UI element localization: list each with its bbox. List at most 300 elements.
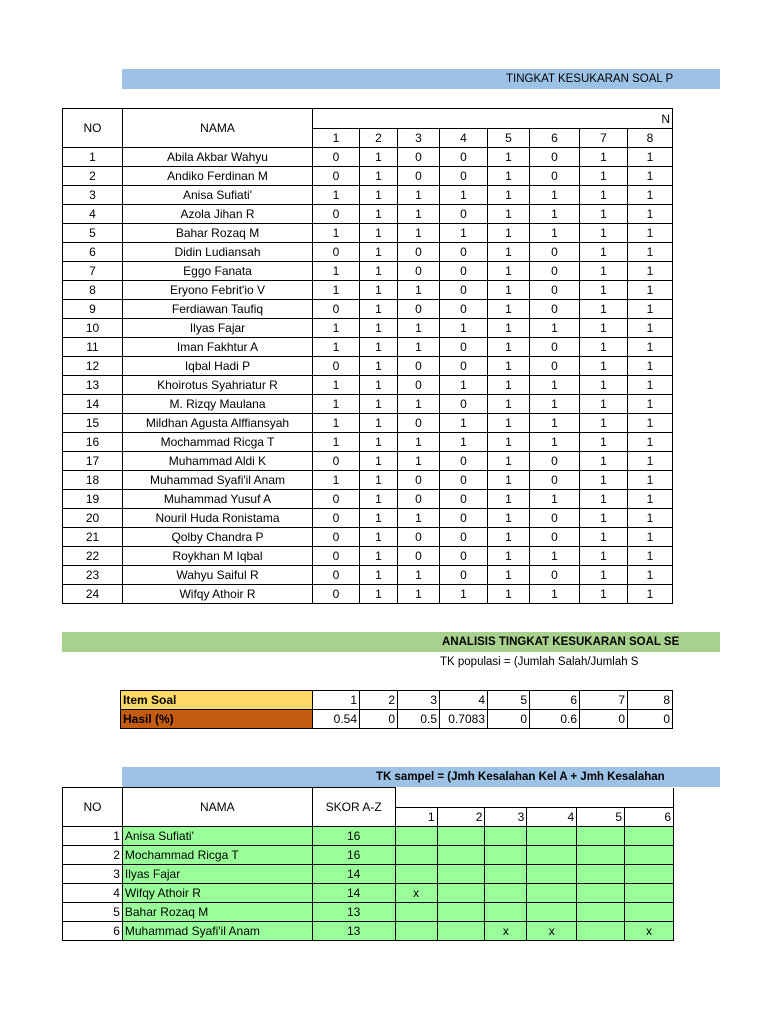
score-cell: 1 — [488, 148, 530, 167]
score-cell: 1 — [530, 376, 580, 395]
score-cell: 0 — [440, 338, 488, 357]
row-nama: Mildhan Agusta Alffiansyah — [123, 414, 313, 433]
score-cell: 1 — [580, 452, 628, 471]
score-cell: 0 — [440, 205, 488, 224]
score-cell: 0 — [398, 547, 440, 566]
score-cell: 1 — [360, 357, 398, 376]
score-cell: 1 — [398, 319, 440, 338]
row-no: 24 — [63, 585, 123, 604]
score-cell: 1 — [580, 471, 628, 490]
score-cell: 0 — [313, 490, 360, 509]
sample-mark-cell — [485, 903, 527, 922]
sample-header-no: NO — [63, 788, 123, 827]
row-nama: Wifqy Athoir R — [123, 585, 313, 604]
sample-row-skor: 13 — [312, 922, 395, 941]
table-row — [63, 338, 673, 357]
score-cell: 0 — [398, 167, 440, 186]
sample-mark-cell — [577, 846, 625, 865]
sample-mark-cell — [485, 865, 527, 884]
sample-header-skor: SKOR A-Z — [312, 788, 395, 827]
score-cell: 1 — [488, 243, 530, 262]
result-hasil-value: 0.7083 — [440, 710, 488, 729]
score-cell: 1 — [628, 585, 673, 604]
score-cell: 1 — [440, 585, 488, 604]
score-cell: 1 — [488, 490, 530, 509]
score-cell: 1 — [488, 433, 530, 452]
score-cell: 1 — [580, 300, 628, 319]
row-nama: Andiko Ferdinan M — [123, 167, 313, 186]
score-cell: 1 — [360, 338, 398, 357]
score-cell: 1 — [313, 471, 360, 490]
score-cell: 0 — [398, 414, 440, 433]
score-cell: 0 — [440, 490, 488, 509]
score-cell: 1 — [488, 338, 530, 357]
sample-row-nama: Muhammad Syafi'il Anam — [122, 922, 312, 941]
row-nama: Eryono Febrit'io V — [123, 281, 313, 300]
score-cell: 1 — [628, 547, 673, 566]
sample-mark-cell — [577, 922, 625, 941]
table-row — [63, 585, 673, 604]
score-cell: 1 — [360, 528, 398, 547]
score-cell: 0 — [440, 509, 488, 528]
row-no: 3 — [63, 186, 123, 205]
score-cell: 1 — [488, 281, 530, 300]
result-item-number: 3 — [398, 691, 440, 710]
row-no: 23 — [63, 566, 123, 585]
score-cell: 1 — [313, 224, 360, 243]
score-cell: 0 — [530, 300, 580, 319]
score-cell: 1 — [488, 566, 530, 585]
row-no: 13 — [63, 376, 123, 395]
score-cell: 0 — [530, 167, 580, 186]
score-cell: 1 — [580, 319, 628, 338]
sample-mark-cell — [395, 865, 437, 884]
score-cell: 0 — [398, 300, 440, 319]
sample-row-no: 5 — [63, 903, 123, 922]
score-cell: 1 — [313, 262, 360, 281]
result-hasil-value: 0 — [628, 710, 673, 729]
score-cell: 1 — [360, 205, 398, 224]
score-cell: 0 — [313, 528, 360, 547]
score-cell: 1 — [488, 319, 530, 338]
table-row — [63, 395, 673, 414]
sample-mark-cell — [437, 827, 485, 846]
table-row — [63, 262, 673, 281]
score-cell: 1 — [530, 205, 580, 224]
score-cell: 1 — [628, 205, 673, 224]
row-no: 5 — [63, 224, 123, 243]
score-cell: 0 — [398, 357, 440, 376]
sample-mark-cell: x — [485, 922, 527, 941]
table-row — [63, 205, 673, 224]
table-row — [63, 376, 673, 395]
row-nama: Didin Ludiansah — [123, 243, 313, 262]
score-cell: 0 — [440, 262, 488, 281]
score-cell: 1 — [398, 281, 440, 300]
score-cell: 1 — [580, 224, 628, 243]
sample-mark-cell: x — [395, 884, 437, 903]
sample-mark-cell — [625, 865, 674, 884]
score-cell: 1 — [440, 433, 488, 452]
score-cell: 1 — [360, 148, 398, 167]
row-nama: Iqbal Hadi P — [123, 357, 313, 376]
row-nama: M. Rizqy Maulana — [123, 395, 313, 414]
score-cell: 1 — [398, 186, 440, 205]
row-no: 18 — [63, 471, 123, 490]
result-hasil-value: 0 — [488, 710, 530, 729]
row-nama: Eggo Fanata — [123, 262, 313, 281]
row-no: 1 — [63, 148, 123, 167]
score-cell: 1 — [398, 395, 440, 414]
sample-row — [63, 846, 674, 865]
score-cell: 1 — [628, 357, 673, 376]
score-cell: 1 — [530, 490, 580, 509]
analysis-banner — [62, 632, 720, 652]
result-item-number: 5 — [488, 691, 530, 710]
table-row — [63, 243, 673, 262]
sample-mark-cell — [437, 865, 485, 884]
score-cell: 1 — [360, 186, 398, 205]
score-cell: 1 — [313, 376, 360, 395]
row-no: 19 — [63, 490, 123, 509]
score-cell: 1 — [628, 338, 673, 357]
score-cell: 1 — [488, 205, 530, 224]
score-cell: 1 — [530, 414, 580, 433]
row-nama: Muhammad Aldi K — [123, 452, 313, 471]
sample-item-number: 6 — [625, 808, 674, 827]
row-nama: Muhammad Yusuf A — [123, 490, 313, 509]
sample-row-skor: 14 — [312, 884, 395, 903]
sample-table — [62, 787, 674, 941]
score-cell: 1 — [580, 338, 628, 357]
table-row — [63, 167, 673, 186]
table-row — [63, 148, 673, 167]
table-row — [63, 528, 673, 547]
table-row — [63, 452, 673, 471]
score-cell: 0 — [313, 148, 360, 167]
score-cell: 1 — [530, 433, 580, 452]
row-no: 22 — [63, 547, 123, 566]
score-cell: 0 — [313, 357, 360, 376]
sample-row-nama: Mochammad Ricga T — [122, 846, 312, 865]
score-cell: 1 — [580, 433, 628, 452]
score-cell: 1 — [628, 243, 673, 262]
score-cell: 1 — [360, 281, 398, 300]
score-cell: 1 — [360, 262, 398, 281]
score-cell: 0 — [530, 243, 580, 262]
item-number-header: 3 — [398, 129, 440, 148]
score-cell: 1 — [530, 585, 580, 604]
sample-row — [63, 884, 674, 903]
row-no: 12 — [63, 357, 123, 376]
score-cell: 1 — [628, 224, 673, 243]
score-cell: 1 — [488, 167, 530, 186]
score-cell: 0 — [313, 547, 360, 566]
score-cell: 1 — [360, 509, 398, 528]
label-hasil: Hasil (%) — [121, 710, 313, 729]
sample-row-skor: 16 — [312, 846, 395, 865]
score-cell: 1 — [440, 414, 488, 433]
score-cell: 0 — [530, 148, 580, 167]
sample-item-number: 5 — [577, 808, 625, 827]
score-cell: 1 — [360, 585, 398, 604]
score-cell: 1 — [628, 433, 673, 452]
table-row — [63, 414, 673, 433]
sample-row-skor: 14 — [312, 865, 395, 884]
score-cell: 1 — [488, 585, 530, 604]
score-cell: 1 — [628, 186, 673, 205]
sample-row-no: 4 — [63, 884, 123, 903]
sample-mark-cell — [437, 846, 485, 865]
score-cell: 0 — [313, 566, 360, 585]
score-cell: 1 — [580, 243, 628, 262]
sample-mark-cell — [577, 865, 625, 884]
score-cell: 1 — [580, 490, 628, 509]
sample-item-number: 3 — [485, 808, 527, 827]
sample-header-nama: NAMA — [122, 788, 312, 827]
sample-mark-cell — [577, 827, 625, 846]
score-cell: 0 — [440, 357, 488, 376]
row-no: 2 — [63, 167, 123, 186]
main-table — [62, 108, 673, 604]
table-row — [63, 509, 673, 528]
sample-mark-cell — [485, 846, 527, 865]
score-cell: 1 — [360, 566, 398, 585]
result-hasil-value: 0.54 — [313, 710, 360, 729]
score-cell: 1 — [530, 547, 580, 566]
sample-row-skor: 13 — [312, 903, 395, 922]
score-cell: 1 — [398, 224, 440, 243]
sample-row — [63, 922, 674, 941]
score-cell: 1 — [398, 566, 440, 585]
score-cell: 1 — [360, 224, 398, 243]
table-row — [63, 433, 673, 452]
score-cell: 0 — [530, 338, 580, 357]
row-no: 9 — [63, 300, 123, 319]
score-cell: 1 — [580, 528, 628, 547]
result-hasil-value: 0 — [580, 710, 628, 729]
score-cell: 1 — [580, 395, 628, 414]
score-cell: 0 — [530, 471, 580, 490]
sample-row-nama: Wifqy Athoir R — [122, 884, 312, 903]
result-item-number: 8 — [628, 691, 673, 710]
row-no: 15 — [63, 414, 123, 433]
sample-banner — [122, 767, 720, 787]
score-cell: 1 — [440, 376, 488, 395]
sample-table-wrap — [62, 787, 674, 945]
score-cell: 1 — [398, 205, 440, 224]
score-cell: 1 — [580, 281, 628, 300]
score-cell: 1 — [628, 414, 673, 433]
table-row — [63, 186, 673, 205]
score-cell: 1 — [313, 414, 360, 433]
score-cell: 1 — [488, 471, 530, 490]
score-cell: 1 — [440, 224, 488, 243]
row-nama: Anisa Sufiati' — [123, 186, 313, 205]
row-nama: Qolby Chandra P — [123, 528, 313, 547]
sample-row — [63, 903, 674, 922]
table-row — [63, 471, 673, 490]
label-item-soal: Item Soal — [121, 691, 313, 710]
sample-mark-cell — [395, 846, 437, 865]
score-cell: 1 — [313, 338, 360, 357]
score-cell: 1 — [488, 452, 530, 471]
score-cell: 1 — [628, 452, 673, 471]
sample-banner-title: TK sampel = (Jmh Kesalahan Kel A + Jmh Kesalahan — [376, 771, 665, 783]
result-item-number: 7 — [580, 691, 628, 710]
sample-mark-cell — [527, 903, 577, 922]
sample-row-no: 6 — [63, 922, 123, 941]
score-cell: 0 — [440, 167, 488, 186]
score-cell: 1 — [488, 300, 530, 319]
score-cell: 1 — [398, 509, 440, 528]
result-table-wrap — [120, 690, 674, 730]
score-cell: 1 — [530, 319, 580, 338]
sample-mark-cell — [625, 884, 674, 903]
score-cell: 1 — [360, 433, 398, 452]
row-no: 21 — [63, 528, 123, 547]
row-nama: Ilyas Fajar — [123, 319, 313, 338]
score-cell: 1 — [360, 452, 398, 471]
score-cell: 1 — [360, 243, 398, 262]
sample-mark-cell — [527, 846, 577, 865]
row-no: 17 — [63, 452, 123, 471]
score-cell: 0 — [313, 167, 360, 186]
score-cell: 1 — [628, 262, 673, 281]
score-cell: 1 — [313, 281, 360, 300]
score-cell: 1 — [580, 376, 628, 395]
sample-row-nama: Ilyas Fajar — [122, 865, 312, 884]
analysis-banner-title: ANALISIS TINGKAT KESUKARAN SOAL SE — [442, 636, 680, 648]
row-nama: Bahar Rozaq M — [123, 224, 313, 243]
row-no: 7 — [63, 262, 123, 281]
sample-mark-cell — [437, 903, 485, 922]
score-cell: 1 — [530, 186, 580, 205]
score-cell: 1 — [628, 528, 673, 547]
row-nama: Mochammad Ricga T — [123, 433, 313, 452]
score-cell: 0 — [530, 281, 580, 300]
score-cell: 1 — [488, 414, 530, 433]
score-cell: 0 — [440, 148, 488, 167]
score-cell: 1 — [398, 338, 440, 357]
score-cell: 1 — [580, 357, 628, 376]
score-cell: 0 — [313, 452, 360, 471]
score-cell: 0 — [398, 376, 440, 395]
score-cell: 1 — [360, 471, 398, 490]
row-nama: Roykhan M Iqbal — [123, 547, 313, 566]
score-cell: 1 — [360, 490, 398, 509]
result-item-number: 4 — [440, 691, 488, 710]
score-cell: 1 — [398, 452, 440, 471]
score-cell: 1 — [628, 566, 673, 585]
score-cell: 1 — [488, 395, 530, 414]
score-cell: 0 — [398, 148, 440, 167]
score-cell: 1 — [628, 490, 673, 509]
score-cell: 1 — [530, 395, 580, 414]
score-cell: 1 — [488, 528, 530, 547]
score-cell: 1 — [580, 205, 628, 224]
score-cell: 1 — [488, 186, 530, 205]
result-item-number: 2 — [360, 691, 398, 710]
row-no: 10 — [63, 319, 123, 338]
item-number-header: 7 — [580, 129, 628, 148]
score-cell: 1 — [398, 585, 440, 604]
sample-item-number: 4 — [527, 808, 577, 827]
score-cell: 1 — [360, 167, 398, 186]
score-cell: 1 — [440, 319, 488, 338]
score-cell: 0 — [313, 205, 360, 224]
row-no: 20 — [63, 509, 123, 528]
score-cell: 1 — [628, 167, 673, 186]
score-cell: 1 — [360, 395, 398, 414]
score-cell: 1 — [628, 395, 673, 414]
sample-mark-cell — [485, 827, 527, 846]
score-cell: 1 — [313, 319, 360, 338]
score-cell: 0 — [440, 566, 488, 585]
row-no: 11 — [63, 338, 123, 357]
formula-population: TK populasi = (Jumlah Salah/Jumlah S — [440, 656, 639, 668]
table-row — [63, 300, 673, 319]
sample-mark-cell — [625, 827, 674, 846]
score-cell: 1 — [488, 357, 530, 376]
score-cell: 0 — [440, 300, 488, 319]
sample-mark-cell — [625, 846, 674, 865]
sample-row — [63, 865, 674, 884]
header-group: N — [313, 109, 673, 129]
score-cell: 1 — [360, 319, 398, 338]
sample-mark-cell — [527, 865, 577, 884]
sample-mark-cell — [577, 884, 625, 903]
sample-mark-cell — [395, 827, 437, 846]
score-cell: 1 — [440, 186, 488, 205]
table-row — [63, 357, 673, 376]
score-cell: 0 — [313, 300, 360, 319]
row-no: 16 — [63, 433, 123, 452]
sample-mark-cell — [625, 903, 674, 922]
score-cell: 0 — [313, 509, 360, 528]
sample-row — [63, 827, 674, 846]
score-cell: 1 — [580, 186, 628, 205]
score-cell: 1 — [628, 319, 673, 338]
sample-row-no: 2 — [63, 846, 123, 865]
score-cell: 0 — [398, 490, 440, 509]
score-cell: 1 — [530, 224, 580, 243]
header-no: NO — [63, 109, 123, 148]
score-cell: 1 — [628, 300, 673, 319]
score-cell: 0 — [530, 509, 580, 528]
score-cell: 0 — [440, 395, 488, 414]
result-hasil-value: 0.6 — [530, 710, 580, 729]
score-cell: 1 — [580, 262, 628, 281]
score-cell: 1 — [628, 471, 673, 490]
score-cell: 1 — [360, 376, 398, 395]
score-cell: 1 — [628, 148, 673, 167]
sample-mark-cell — [395, 922, 437, 941]
sample-mark-cell — [395, 903, 437, 922]
header-nama: NAMA — [123, 109, 313, 148]
score-cell: 0 — [530, 452, 580, 471]
sample-mark-cell — [485, 884, 527, 903]
row-nama: Iman Fakhtur A — [123, 338, 313, 357]
score-cell: 1 — [360, 547, 398, 566]
sample-item-number: 2 — [437, 808, 485, 827]
sample-mark-cell — [437, 922, 485, 941]
result-item-number: 6 — [530, 691, 580, 710]
score-cell: 1 — [313, 395, 360, 414]
score-cell: 1 — [580, 167, 628, 186]
sample-mark-cell: x — [527, 922, 577, 941]
score-cell: 1 — [398, 433, 440, 452]
